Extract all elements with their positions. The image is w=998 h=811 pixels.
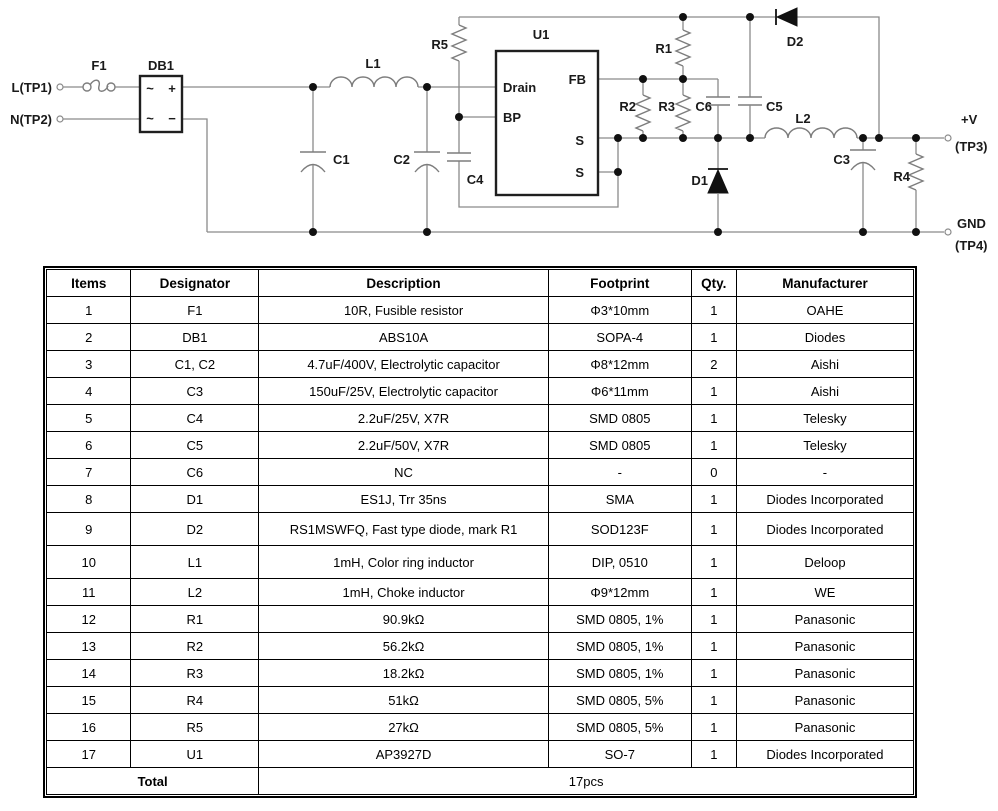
bom-cell-qty: 1 bbox=[691, 579, 736, 606]
bom-cell-qty: 1 bbox=[691, 606, 736, 633]
bom-cell-manufacturer: Panasonic bbox=[736, 687, 913, 714]
bom-row bbox=[47, 378, 914, 405]
resistor-r3-symbol bbox=[676, 79, 690, 138]
bom-cell-item: 4 bbox=[47, 378, 131, 405]
label-c1: C1 bbox=[333, 152, 350, 167]
bom-cell-qty: 1 bbox=[691, 660, 736, 687]
bom-cell-item: 9 bbox=[47, 513, 131, 546]
bom-row bbox=[47, 741, 914, 768]
bom-total-row bbox=[47, 768, 914, 795]
bom-row bbox=[47, 714, 914, 741]
bom-row bbox=[47, 459, 914, 486]
capacitor-c3-symbol bbox=[850, 138, 876, 232]
resistor-r5-symbol bbox=[452, 17, 466, 153]
bom-cell-manufacturer: Telesky bbox=[736, 432, 913, 459]
bom-cell-footprint: SOPA-4 bbox=[548, 324, 691, 351]
label-c4: C4 bbox=[466, 172, 484, 187]
bom-row bbox=[47, 297, 914, 324]
resistor-r1-symbol bbox=[676, 17, 690, 79]
bom-cell-designator: DB1 bbox=[131, 324, 259, 351]
bom-row bbox=[47, 546, 914, 579]
bom-header-designator: Designator bbox=[131, 270, 259, 297]
bom-cell-designator: R3 bbox=[131, 660, 259, 687]
bom-cell-footprint: SMD 0805, 5% bbox=[548, 714, 691, 741]
bom-cell-designator: C4 bbox=[131, 405, 259, 432]
bom-cell-manufacturer: Aishi bbox=[736, 351, 913, 378]
bom-cell-manufacturer: Aishi bbox=[736, 378, 913, 405]
bom-header-description: Description bbox=[259, 270, 549, 297]
label-db1: DB1 bbox=[147, 58, 175, 73]
terminal-vout-label: +V bbox=[961, 112, 978, 127]
bom-cell-item: 7 bbox=[47, 459, 131, 486]
bom-cell-item: 12 bbox=[47, 606, 131, 633]
u1-pin-fb: FB bbox=[568, 72, 586, 87]
bom-row bbox=[47, 687, 914, 714]
bom-cell-description: 4.7uF/400V, Electrolytic capacitor bbox=[259, 351, 549, 378]
diode-d2-symbol bbox=[776, 8, 797, 26]
bom-cell-manufacturer: OAHE bbox=[736, 297, 913, 324]
capacitor-c1-symbol bbox=[300, 87, 326, 232]
bom-cell-manufacturer: - bbox=[736, 459, 913, 486]
bom-cell-description: 1mH, Choke inductor bbox=[259, 579, 549, 606]
bom-cell-description: 18.2kΩ bbox=[259, 660, 549, 687]
circuit-schematic bbox=[0, 0, 998, 262]
fuse-f1-symbol bbox=[83, 80, 115, 91]
bom-cell-designator: R2 bbox=[131, 633, 259, 660]
bom-cell-designator: R5 bbox=[131, 714, 259, 741]
bom-cell-item: 10 bbox=[47, 546, 131, 579]
bom-table bbox=[46, 269, 914, 795]
label-d1: D1 bbox=[691, 173, 708, 188]
bom-cell-qty: 1 bbox=[691, 324, 736, 351]
bom-cell-qty: 2 bbox=[691, 351, 736, 378]
bom-row bbox=[47, 405, 914, 432]
bom-row bbox=[47, 579, 914, 606]
bom-cell-manufacturer: WE bbox=[736, 579, 913, 606]
terminal-gnd-tp-label: (TP4) bbox=[955, 238, 988, 253]
u1-pin-bp: BP bbox=[503, 110, 522, 125]
bom-cell-qty: 1 bbox=[691, 633, 736, 660]
bom-cell-item: 1 bbox=[47, 297, 131, 324]
junction-dots bbox=[309, 13, 920, 236]
bom-cell-designator: U1 bbox=[131, 741, 259, 768]
bom-cell-footprint: SMD 0805, 1% bbox=[548, 633, 691, 660]
bom-cell-footprint: - bbox=[548, 459, 691, 486]
bom-cell-qty: 1 bbox=[691, 297, 736, 324]
bom-cell-qty: 0 bbox=[691, 459, 736, 486]
bridge-rectifier-db1 bbox=[140, 76, 182, 132]
bom-cell-description: AP3927D bbox=[259, 741, 549, 768]
u1-pin-s2: S bbox=[575, 165, 584, 180]
bom-cell-manufacturer: Diodes Incorporated bbox=[736, 486, 913, 513]
terminal-gnd-label: GND bbox=[957, 216, 986, 231]
bom-cell-description: 1mH, Color ring inductor bbox=[259, 546, 549, 579]
bom-header-row bbox=[47, 270, 914, 297]
db1-pin-ac2: ~ bbox=[146, 111, 154, 126]
bom-cell-description: 2.2uF/50V, X7R bbox=[259, 432, 549, 459]
u1-pin-s1: S bbox=[575, 133, 584, 148]
bom-cell-description: RS1MSWFQ, Fast type diode, mark R1 bbox=[259, 513, 549, 546]
bom-cell-description: 150uF/25V, Electrolytic capacitor bbox=[259, 378, 549, 405]
resistor-r2-symbol bbox=[636, 79, 650, 138]
terminal-neutral-label: N(TP2) bbox=[10, 112, 52, 127]
label-c3: C3 bbox=[833, 152, 850, 167]
label-c2: C2 bbox=[393, 152, 410, 167]
capacitor-c2-symbol bbox=[414, 87, 440, 232]
bom-cell-description: 56.2kΩ bbox=[259, 633, 549, 660]
bom-cell-designator: C3 bbox=[131, 378, 259, 405]
bom-cell-item: 3 bbox=[47, 351, 131, 378]
bom-cell-designator: D2 bbox=[131, 513, 259, 546]
label-r5: R5 bbox=[431, 37, 448, 52]
bom-cell-qty: 1 bbox=[691, 687, 736, 714]
bom-cell-item: 8 bbox=[47, 486, 131, 513]
bom-header-items: Items bbox=[47, 270, 131, 297]
bom-cell-qty: 1 bbox=[691, 546, 736, 579]
bom-cell-qty: 1 bbox=[691, 405, 736, 432]
bom-cell-qty: 1 bbox=[691, 378, 736, 405]
bom-cell-qty: 1 bbox=[691, 486, 736, 513]
bom-cell-description: 90.9kΩ bbox=[259, 606, 549, 633]
bom-header-manufacturer: Manufacturer bbox=[736, 270, 913, 297]
bom-cell-manufacturer: Diodes Incorporated bbox=[736, 513, 913, 546]
bom-cell-footprint: Φ6*11mm bbox=[548, 378, 691, 405]
bom-cell-qty: 1 bbox=[691, 741, 736, 768]
label-f1: F1 bbox=[91, 58, 107, 73]
bom-cell-footprint: SMD 0805 bbox=[548, 432, 691, 459]
bom-cell-footprint: SMA bbox=[548, 486, 691, 513]
label-c6: C6 bbox=[695, 99, 712, 114]
bom-row bbox=[47, 351, 914, 378]
terminal-vout-tp-label: (TP3) bbox=[955, 139, 988, 154]
bom-cell-item: 2 bbox=[47, 324, 131, 351]
bom-cell-footprint: SMD 0805 bbox=[548, 405, 691, 432]
bom-cell-manufacturer: Telesky bbox=[736, 405, 913, 432]
bom-cell-footprint: SO-7 bbox=[548, 741, 691, 768]
bom-cell-item: 13 bbox=[47, 633, 131, 660]
bom-row bbox=[47, 606, 914, 633]
label-d2: D2 bbox=[786, 34, 804, 49]
terminal-live-label: L(TP1) bbox=[11, 80, 52, 95]
db1-pin-minus: − bbox=[168, 111, 176, 126]
bom-cell-description: ABS10A bbox=[259, 324, 549, 351]
bom-cell-manufacturer: Deloop bbox=[736, 546, 913, 579]
bom-row bbox=[47, 660, 914, 687]
label-r1: R1 bbox=[655, 41, 672, 56]
capacitor-c5-symbol bbox=[738, 17, 762, 138]
bom-cell-description: 10R, Fusible resistor bbox=[259, 297, 549, 324]
bom-cell-item: 16 bbox=[47, 714, 131, 741]
bom-cell-designator: C6 bbox=[131, 459, 259, 486]
u1-pin-drain: Drain bbox=[503, 80, 537, 95]
bom-cell-description: NC bbox=[259, 459, 549, 486]
bom-header-footprint: Footprint bbox=[548, 270, 691, 297]
bom-cell-designator: R1 bbox=[131, 606, 259, 633]
bom-cell-description: 51kΩ bbox=[259, 687, 549, 714]
bom-row bbox=[47, 432, 914, 459]
bom-cell-manufacturer: Panasonic bbox=[736, 606, 913, 633]
bom-cell-item: 15 bbox=[47, 687, 131, 714]
bom-row bbox=[47, 324, 914, 351]
label-l1: L1 bbox=[365, 56, 381, 71]
bom-cell-manufacturer: Panasonic bbox=[736, 633, 913, 660]
inductor-l1-symbol bbox=[330, 77, 418, 87]
diode-d1-symbol bbox=[708, 138, 728, 232]
label-r2: R2 bbox=[619, 99, 636, 114]
bom-header-qty: Qty. bbox=[691, 270, 736, 297]
resistor-r4-symbol bbox=[909, 138, 923, 232]
bom-cell-manufacturer: Panasonic bbox=[736, 714, 913, 741]
bom-cell-description: 2.2uF/25V, X7R bbox=[259, 405, 549, 432]
bom-cell-item: 17 bbox=[47, 741, 131, 768]
bom-cell-designator: D1 bbox=[131, 486, 259, 513]
bom-cell-description: 27kΩ bbox=[259, 714, 549, 741]
bom-cell-designator: C5 bbox=[131, 432, 259, 459]
db1-pin-plus: + bbox=[168, 81, 176, 96]
bom-cell-footprint: Φ3*10mm bbox=[548, 297, 691, 324]
label-c5: C5 bbox=[766, 99, 783, 114]
label-l2: L2 bbox=[795, 111, 811, 126]
bom-cell-item: 11 bbox=[47, 579, 131, 606]
bom-row bbox=[47, 486, 914, 513]
inductor-l2-symbol bbox=[765, 128, 857, 138]
bom-cell-designator: L1 bbox=[131, 546, 259, 579]
bom-cell-designator: L2 bbox=[131, 579, 259, 606]
bom-cell-manufacturer: Diodes Incorporated bbox=[736, 741, 913, 768]
label-r4: R4 bbox=[893, 169, 910, 184]
bom-cell-description: ES1J, Trr 35ns bbox=[259, 486, 549, 513]
bom-cell-footprint: SMD 0805, 5% bbox=[548, 687, 691, 714]
bom-row bbox=[47, 513, 914, 546]
db1-pin-ac1: ~ bbox=[146, 81, 154, 96]
bom-cell-item: 5 bbox=[47, 405, 131, 432]
bom-cell-manufacturer: Diodes bbox=[736, 324, 913, 351]
ic-u1 bbox=[496, 51, 598, 195]
bom-cell-qty: 1 bbox=[691, 432, 736, 459]
bom-total-value: 17pcs bbox=[259, 768, 914, 795]
bom-cell-manufacturer: Panasonic bbox=[736, 660, 913, 687]
bom-cell-footprint: Φ8*12mm bbox=[548, 351, 691, 378]
bom-total-label: Total bbox=[47, 768, 259, 795]
label-u1: U1 bbox=[532, 27, 550, 42]
bom-cell-footprint: SOD123F bbox=[548, 513, 691, 546]
bom-cell-designator: C1, C2 bbox=[131, 351, 259, 378]
bom-cell-footprint: DIP, 0510 bbox=[548, 546, 691, 579]
bom-cell-item: 6 bbox=[47, 432, 131, 459]
bom-cell-designator: F1 bbox=[131, 297, 259, 324]
bom-cell-footprint: Φ9*12mm bbox=[548, 579, 691, 606]
label-r3: R3 bbox=[658, 99, 675, 114]
bom-table-wrapper bbox=[43, 266, 917, 798]
bom-cell-footprint: SMD 0805, 1% bbox=[548, 606, 691, 633]
bom-cell-qty: 1 bbox=[691, 714, 736, 741]
bom-cell-qty: 1 bbox=[691, 513, 736, 546]
bom-cell-item: 14 bbox=[47, 660, 131, 687]
bom-cell-designator: R4 bbox=[131, 687, 259, 714]
capacitor-c4-symbol bbox=[447, 153, 471, 161]
bom-row bbox=[47, 633, 914, 660]
bom-cell-footprint: SMD 0805, 1% bbox=[548, 660, 691, 687]
